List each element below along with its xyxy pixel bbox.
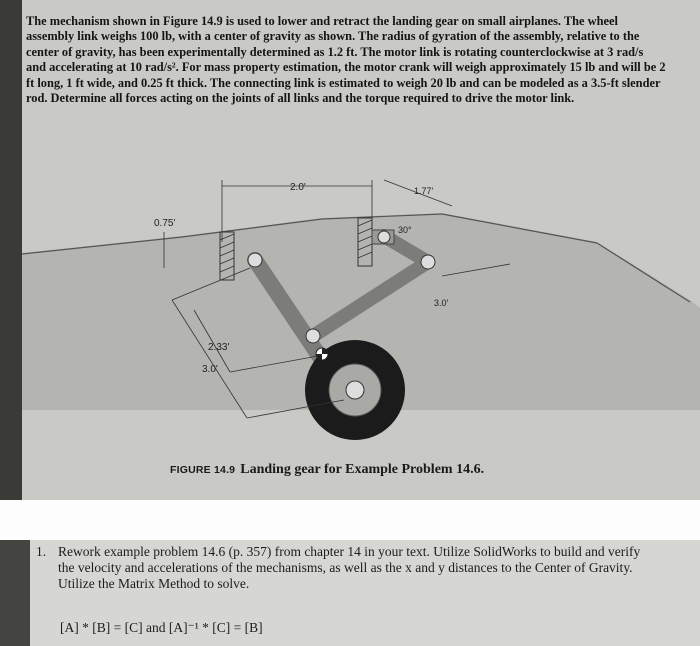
landing-gear-diagram (22, 150, 700, 480)
dim-link-length: 3.0' (434, 298, 449, 308)
task-number: 1. (36, 544, 47, 559)
white-gap (0, 500, 700, 540)
problem-statement: The mechanism shown in Figure 14.9 is used to lower and retract the landing gear on small airplanes. The wheel assembly link weighs 100 lb, with a center of gravity as shown. The radius of gyration of the assembly, relative to the center of gravity, has been experimentally determined as 1.2 ft. The motor link is rotating counterclockwise at 3 rad/s and accelerating at 10 rad/s². For mass property estimation, the motor crank will weigh approximately 15 lb and will be 2 ft long, 1 ft wide, and 0.25 ft thick. The connecting link is estimated to weigh 20 lb and can be modeled as a 3.5-ft slender rod. Determine all forces acting on the joints of all links and the torque required to drive the motor link. (26, 14, 666, 106)
dim-wheel-link: 3.0' (202, 364, 218, 375)
motor-pivot-joint (378, 231, 390, 243)
photo-edge-left (0, 0, 22, 500)
joint-link-wheel (306, 329, 320, 343)
figure-14-9 (22, 150, 700, 480)
dim-top-width: 2.0' (290, 182, 306, 193)
dim-cg-distance: 2.33' (208, 342, 230, 353)
dim-crank-length: 1.77' (414, 186, 434, 196)
wheel-link-pivot (248, 253, 262, 267)
photo-edge-left-bottom (0, 540, 30, 646)
matrix-equation: [A] * [B] = [C] and [A]⁻¹ * [C] = [B] (60, 620, 263, 635)
figure-caption-text: Landing gear for Example Problem 14.6. (240, 462, 485, 477)
dim-left-offset: 0.75' (154, 218, 176, 229)
figure-caption (170, 462, 484, 478)
dim-angle: 30° (398, 225, 412, 235)
joint-crank-link (421, 255, 435, 269)
task-text: Rework example problem 14.6 (p. 357) from chapter 14 in your text. Utilize SolidWorks to build and verify the velocity and accelerations of the mechanisms, as well as the x and y distances to the Center of Gravity. Utilize the Matrix Method to solve. (58, 544, 641, 591)
wheel-axle (346, 381, 364, 399)
figure-number: FIGURE 14.9 (170, 464, 236, 476)
assignment-task (36, 544, 656, 592)
